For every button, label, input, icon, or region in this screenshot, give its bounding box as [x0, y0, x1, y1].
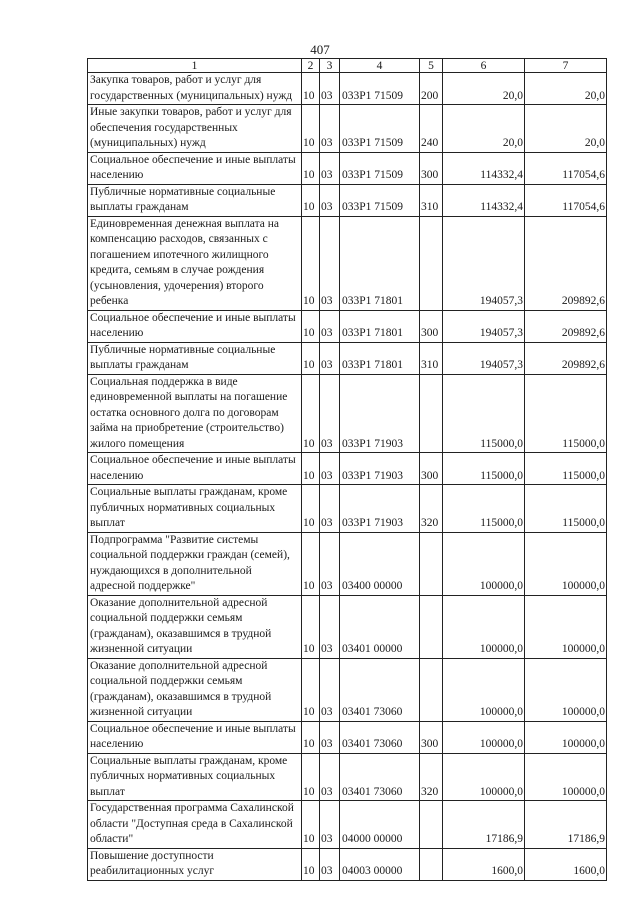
amount-2021-cell: 20,0 — [525, 73, 607, 105]
amount-2020-cell: 114332,4 — [443, 152, 525, 184]
expense-type-cell: 200 — [420, 73, 443, 105]
header-row — [88, 59, 607, 73]
expense-type-cell — [420, 848, 443, 880]
table-row — [88, 848, 607, 880]
table-row — [88, 453, 607, 485]
table-row — [88, 374, 607, 453]
amount-2021-cell: 209892,6 — [525, 310, 607, 342]
amount-2020-cell: 20,0 — [443, 73, 525, 105]
amount-2021-cell: 1600,0 — [525, 848, 607, 880]
subsection-cell: 03 — [320, 310, 340, 342]
amount-2021-cell: 115000,0 — [525, 374, 607, 453]
amount-2020-cell: 194057,3 — [443, 342, 525, 374]
expense-type-cell: 300 — [420, 310, 443, 342]
subsection-cell: 03 — [320, 453, 340, 485]
section-cell: 10 — [302, 310, 320, 342]
budget-table — [87, 58, 607, 881]
table-row — [88, 658, 607, 721]
subsection-cell: 03 — [320, 801, 340, 849]
section-cell: 10 — [302, 753, 320, 801]
target-code-cell: 03401 73060 — [340, 658, 420, 721]
target-code-cell: 033P1 71801 — [340, 216, 420, 310]
item-name-cell: Социальная поддержка в виде единовременной выплаты на погашение остатка основного долга по договорам займа на приобретение (строительство) жилого помещения — [88, 374, 302, 453]
section-cell: 10 — [302, 721, 320, 753]
table-row — [88, 532, 607, 595]
amount-2021-cell: 117054,6 — [525, 152, 607, 184]
subsection-cell: 03 — [320, 658, 340, 721]
amount-2021-cell: 100000,0 — [525, 595, 607, 658]
amount-2020-cell: 115000,0 — [443, 374, 525, 453]
item-name-cell: Публичные нормативные социальные выплаты гражданам — [88, 184, 302, 216]
expense-type-cell — [420, 595, 443, 658]
amount-2020-cell: 194057,3 — [443, 216, 525, 310]
item-name-cell: Публичные нормативные социальные выплаты гражданам — [88, 342, 302, 374]
section-cell: 10 — [302, 374, 320, 453]
section-cell: 10 — [302, 152, 320, 184]
table-row — [88, 310, 607, 342]
target-code-cell: 033P1 71903 — [340, 485, 420, 533]
expense-type-cell — [420, 374, 443, 453]
target-code-cell: 033P1 71903 — [340, 453, 420, 485]
expense-type-cell: 320 — [420, 753, 443, 801]
amount-2020-cell: 20,0 — [443, 105, 525, 153]
table-row — [88, 105, 607, 153]
subsection-cell: 03 — [320, 753, 340, 801]
subsection-cell: 03 — [320, 73, 340, 105]
header-col-4: 4 — [340, 59, 420, 73]
table-row — [88, 753, 607, 801]
table-row — [88, 595, 607, 658]
item-name-cell: Социальное обеспечение и иные выплаты населению — [88, 152, 302, 184]
section-cell: 10 — [302, 453, 320, 485]
section-cell: 10 — [302, 105, 320, 153]
target-code-cell: 03401 00000 — [340, 595, 420, 658]
subsection-cell: 03 — [320, 595, 340, 658]
item-name-cell: Социальные выплаты гражданам, кроме публичных нормативных социальных выплат — [88, 485, 302, 533]
expense-type-cell — [420, 658, 443, 721]
target-code-cell: 033P1 71509 — [340, 152, 420, 184]
expense-type-cell: 240 — [420, 105, 443, 153]
section-cell: 10 — [302, 801, 320, 849]
header-col-7: 7 — [525, 59, 607, 73]
table-body — [88, 73, 607, 881]
subsection-cell: 03 — [320, 184, 340, 216]
section-cell: 10 — [302, 342, 320, 374]
item-name-cell: Повышение доступности реабилитационных услуг — [88, 848, 302, 880]
target-code-cell: 033P1 71509 — [340, 73, 420, 105]
expense-type-cell — [420, 216, 443, 310]
table-row — [88, 216, 607, 310]
item-name-cell: Оказание дополнительной адресной социальной поддержки семьям (гражданам), оказавшимся в трудной жизненной ситуации — [88, 595, 302, 658]
item-name-cell: Государственная программа Сахалинской области "Доступная среда в Сахалинской области" — [88, 801, 302, 849]
target-code-cell: 033P1 71801 — [340, 342, 420, 374]
target-code-cell: 03401 73060 — [340, 753, 420, 801]
amount-2020-cell: 115000,0 — [443, 453, 525, 485]
section-cell: 10 — [302, 485, 320, 533]
amount-2021-cell: 100000,0 — [525, 753, 607, 801]
header-col-3: 3 — [320, 59, 340, 73]
target-code-cell: 03400 00000 — [340, 532, 420, 595]
target-code-cell: 04000 00000 — [340, 801, 420, 849]
item-name-cell: Социальное обеспечение и иные выплаты населению — [88, 453, 302, 485]
section-cell: 10 — [302, 184, 320, 216]
target-code-cell: 033P1 71509 — [340, 105, 420, 153]
page-number: 407 — [310, 42, 330, 57]
subsection-cell: 03 — [320, 152, 340, 184]
amount-2021-cell: 115000,0 — [525, 453, 607, 485]
header-col-1: 1 — [88, 59, 302, 73]
target-code-cell: 03401 73060 — [340, 721, 420, 753]
item-name-cell: Единовременная денежная выплата на компенсацию расходов, связанных с погашением ипотечного жилищного кредита, семьям в случае рождения (усыновления, удочерения) второго ребенка — [88, 216, 302, 310]
amount-2020-cell: 194057,3 — [443, 310, 525, 342]
subsection-cell: 03 — [320, 532, 340, 595]
item-name-cell: Иные закупки товаров, работ и услуг для обеспечения государственных (муниципальных) нужд — [88, 105, 302, 153]
expense-type-cell: 300 — [420, 453, 443, 485]
table-row — [88, 73, 607, 105]
section-cell: 10 — [302, 216, 320, 310]
amount-2021-cell: 117054,6 — [525, 184, 607, 216]
amount-2021-cell: 100000,0 — [525, 721, 607, 753]
amount-2020-cell: 114332,4 — [443, 184, 525, 216]
table-row — [88, 152, 607, 184]
table-row — [88, 485, 607, 533]
amount-2020-cell: 1600,0 — [443, 848, 525, 880]
amount-2021-cell: 100000,0 — [525, 658, 607, 721]
section-cell: 10 — [302, 658, 320, 721]
target-code-cell: 033P1 71903 — [340, 374, 420, 453]
target-code-cell: 033P1 71801 — [340, 310, 420, 342]
expense-type-cell: 310 — [420, 184, 443, 216]
item-name-cell: Подпрограмма "Развитие системы социальной поддержки граждан (семей), нуждающихся в дополнительной адресной поддержке" — [88, 532, 302, 595]
subsection-cell: 03 — [320, 485, 340, 533]
expense-type-cell: 320 — [420, 485, 443, 533]
amount-2020-cell: 100000,0 — [443, 532, 525, 595]
subsection-cell: 03 — [320, 374, 340, 453]
expense-type-cell — [420, 532, 443, 595]
amount-2021-cell: 17186,9 — [525, 801, 607, 849]
subsection-cell: 03 — [320, 848, 340, 880]
target-code-cell: 033P1 71509 — [340, 184, 420, 216]
subsection-cell: 03 — [320, 342, 340, 374]
subsection-cell: 03 — [320, 105, 340, 153]
table-row — [88, 184, 607, 216]
amount-2020-cell: 100000,0 — [443, 595, 525, 658]
amount-2021-cell: 209892,6 — [525, 342, 607, 374]
table-row — [88, 801, 607, 849]
expense-type-cell: 300 — [420, 152, 443, 184]
amount-2020-cell: 17186,9 — [443, 801, 525, 849]
header-col-6: 6 — [443, 59, 525, 73]
item-name-cell: Социальное обеспечение и иные выплаты населению — [88, 310, 302, 342]
amount-2020-cell: 100000,0 — [443, 753, 525, 801]
header-col-5: 5 — [420, 59, 443, 73]
amount-2020-cell: 100000,0 — [443, 721, 525, 753]
amount-2021-cell: 100000,0 — [525, 532, 607, 595]
item-name-cell: Оказание дополнительной адресной социальной поддержки семьям (гражданам), оказавшимся в трудной жизненной ситуации — [88, 658, 302, 721]
header-col-2: 2 — [302, 59, 320, 73]
subsection-cell: 03 — [320, 721, 340, 753]
expense-type-cell: 300 — [420, 721, 443, 753]
amount-2020-cell: 115000,0 — [443, 485, 525, 533]
item-name-cell: Закупка товаров, работ и услуг для государственных (муниципальных) нужд — [88, 73, 302, 105]
item-name-cell: Социальное обеспечение и иные выплаты населению — [88, 721, 302, 753]
section-cell: 10 — [302, 532, 320, 595]
section-cell: 10 — [302, 595, 320, 658]
expense-type-cell: 310 — [420, 342, 443, 374]
section-cell: 10 — [302, 73, 320, 105]
amount-2020-cell: 100000,0 — [443, 658, 525, 721]
target-code-cell: 04003 00000 — [340, 848, 420, 880]
amount-2021-cell: 209892,6 — [525, 216, 607, 310]
amount-2021-cell: 115000,0 — [525, 485, 607, 533]
amount-2021-cell: 20,0 — [525, 105, 607, 153]
table-row — [88, 721, 607, 753]
table-row — [88, 342, 607, 374]
section-cell: 10 — [302, 848, 320, 880]
expense-type-cell — [420, 801, 443, 849]
item-name-cell: Социальные выплаты гражданам, кроме публичных нормативных социальных выплат — [88, 753, 302, 801]
subsection-cell: 03 — [320, 216, 340, 310]
